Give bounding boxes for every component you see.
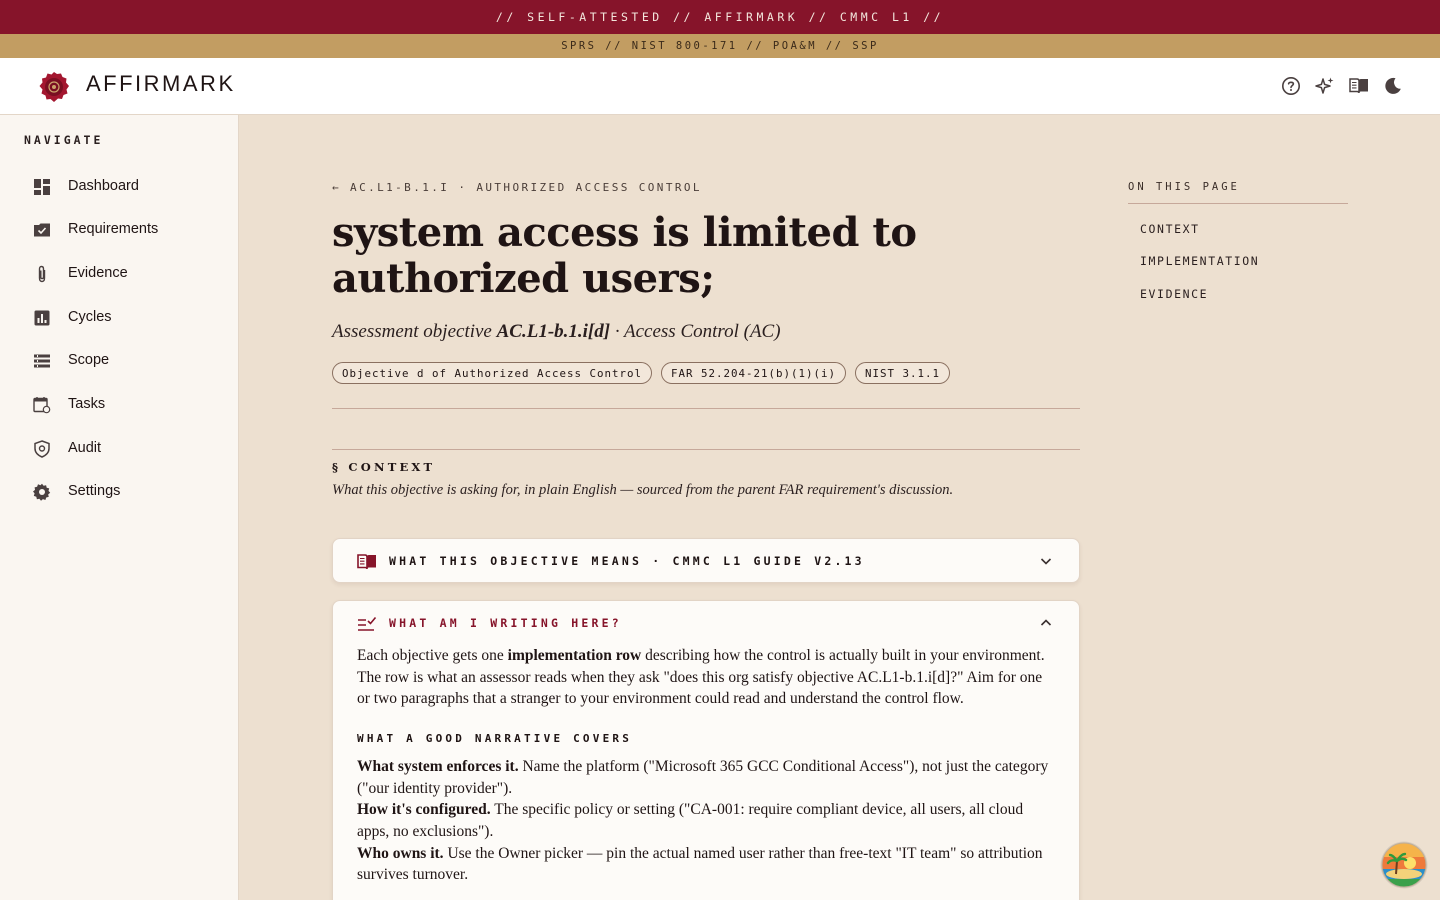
item-lead: What system enforces it. xyxy=(357,757,519,775)
wax-seal-logo-icon[interactable] xyxy=(38,71,70,103)
help-circle-icon[interactable] xyxy=(1280,75,1302,97)
list-item xyxy=(357,799,1057,842)
far-reference-chip: FAR 52.204-21(b)(1)(i) xyxy=(661,362,846,384)
page-title: system access is limited to authorized users; xyxy=(332,209,917,302)
accordion-objective-meaning xyxy=(332,538,1080,583)
intro-paragraph xyxy=(357,645,1057,710)
section-description: What this objective is asking for, in plain English — sourced from the parent FAR requirement's discussion. xyxy=(332,482,954,498)
sparkles-icon[interactable] xyxy=(1314,75,1336,97)
sub-classification-banner xyxy=(0,34,1440,58)
accordion-header-writing-guide[interactable] xyxy=(333,601,1079,646)
accordion-body xyxy=(357,645,1057,886)
sidebar-item-audit[interactable] xyxy=(0,429,238,469)
subtitle-prefix: Assessment objective xyxy=(332,321,492,342)
sidebar-heading: NAVIGATE xyxy=(24,133,104,147)
book-open-icon[interactable] xyxy=(1348,75,1370,97)
toc-heading: ON THIS PAGE xyxy=(1128,181,1240,193)
item-lead: Who owns it. xyxy=(357,844,444,862)
toc-item-evidence[interactable]: EVIDENCE xyxy=(1140,287,1209,301)
brand-name[interactable]: AFFIRMARK xyxy=(86,71,236,96)
requirements-icon xyxy=(33,221,51,239)
subtitle-suffix: · Access Control (AC) xyxy=(614,321,781,342)
sidebar-item-label: Scope xyxy=(68,352,110,368)
reference-chips xyxy=(332,362,950,384)
sidebar-item-settings[interactable] xyxy=(0,472,238,512)
sub-banner-text: SPRS // NIST 800-171 // POA&M // SSP xyxy=(561,40,879,52)
sidebar-item-dashboard[interactable] xyxy=(0,167,238,207)
bar-chart-icon xyxy=(33,309,51,327)
sidebar-item-evidence[interactable] xyxy=(0,254,238,294)
divider xyxy=(332,449,1080,450)
book-icon xyxy=(357,553,377,571)
list-icon xyxy=(33,352,51,370)
gear-icon xyxy=(33,483,51,501)
sidebar-item-cycles[interactable] xyxy=(0,298,238,338)
item-text: The specific policy or setting ("CA-001: require compliant device, all users, all cloud apps, no exclusions"). xyxy=(357,801,1024,840)
narrative-subheading: WHAT A GOOD NARRATIVE COVERS xyxy=(357,732,633,746)
checklist-icon xyxy=(357,615,377,633)
objective-subtitle xyxy=(332,321,781,343)
dashboard-icon xyxy=(33,178,51,196)
divider xyxy=(332,408,1080,409)
moon-icon[interactable] xyxy=(1382,75,1404,97)
accordion-title: WHAT AM I WRITING HERE? xyxy=(389,616,622,630)
item-lead: How it's configured. xyxy=(357,801,491,819)
toc-item-implementation[interactable]: IMPLEMENTATION xyxy=(1140,254,1260,268)
item-text: Name the platform ("Microsoft 365 GCC Conditional Access"), not just the category ("our identity provider"). xyxy=(357,757,1049,797)
intro-text: describing how the control is actually built in your environment. The row is what an assessor reads when they ask "does this org satisfy objective AC.L1-b.1.i[d]?" Aim for one or two paragraphs that a stranger to your environment could read and understand the control flow. xyxy=(357,647,1045,708)
shield-icon xyxy=(33,440,51,458)
sidebar-item-tasks[interactable] xyxy=(0,385,238,425)
list-item xyxy=(357,843,1057,886)
sidebar-item-label: Dashboard xyxy=(68,178,139,194)
sidebar-item-requirements[interactable] xyxy=(0,210,238,250)
sidebar-item-label: Requirements xyxy=(68,221,159,237)
calendar-refresh-icon xyxy=(33,396,51,414)
toc-item-context[interactable]: CONTEXT xyxy=(1140,222,1200,236)
objective-chip: Objective d of Authorized Access Control xyxy=(332,362,652,384)
assistant-avatar-button[interactable] xyxy=(1380,841,1428,889)
sidebar-item-scope[interactable] xyxy=(0,341,238,381)
intro-bold: implementation row xyxy=(507,647,642,664)
nist-reference-chip: NIST 3.1.1 xyxy=(855,362,950,384)
objective-code: AC.L1-b.1.i[d] xyxy=(496,321,611,342)
top-banner-text: // SELF-ATTESTED // AFFIRMARK // CMMC L1 // xyxy=(495,10,945,24)
sidebar-item-label: Tasks xyxy=(68,396,106,412)
app-header xyxy=(0,58,1440,115)
list-item xyxy=(357,756,1057,799)
sidebar-item-label: Cycles xyxy=(68,309,112,325)
breadcrumb-back-link[interactable]: ← AC.L1-B.1.I · AUTHORIZED ACCESS CONTROL xyxy=(332,181,702,194)
sidebar-item-label: Settings xyxy=(68,483,121,499)
accordion-title: WHAT THIS OBJECTIVE MEANS · CMMC L1 GUIDE V2.13 xyxy=(389,554,865,568)
accordion-writing-guide xyxy=(332,600,1080,900)
paperclip-icon xyxy=(33,265,51,283)
divider xyxy=(1128,203,1348,204)
item-text: Use the Owner picker — pin the actual named user rather than free-text "IT team" so attribution survives turnover. xyxy=(357,844,1043,884)
accordion-header-objective-meaning[interactable] xyxy=(333,539,1079,584)
chevron-up-icon xyxy=(1039,616,1053,630)
sidebar-item-label: Evidence xyxy=(68,265,128,281)
intro-text: Each objective gets one xyxy=(357,647,504,664)
section-heading-context: § CONTEXT xyxy=(332,460,436,474)
chevron-down-icon xyxy=(1039,554,1053,568)
sidebar xyxy=(0,115,239,900)
top-classification-banner xyxy=(0,0,1440,34)
sidebar-item-label: Audit xyxy=(68,440,102,456)
